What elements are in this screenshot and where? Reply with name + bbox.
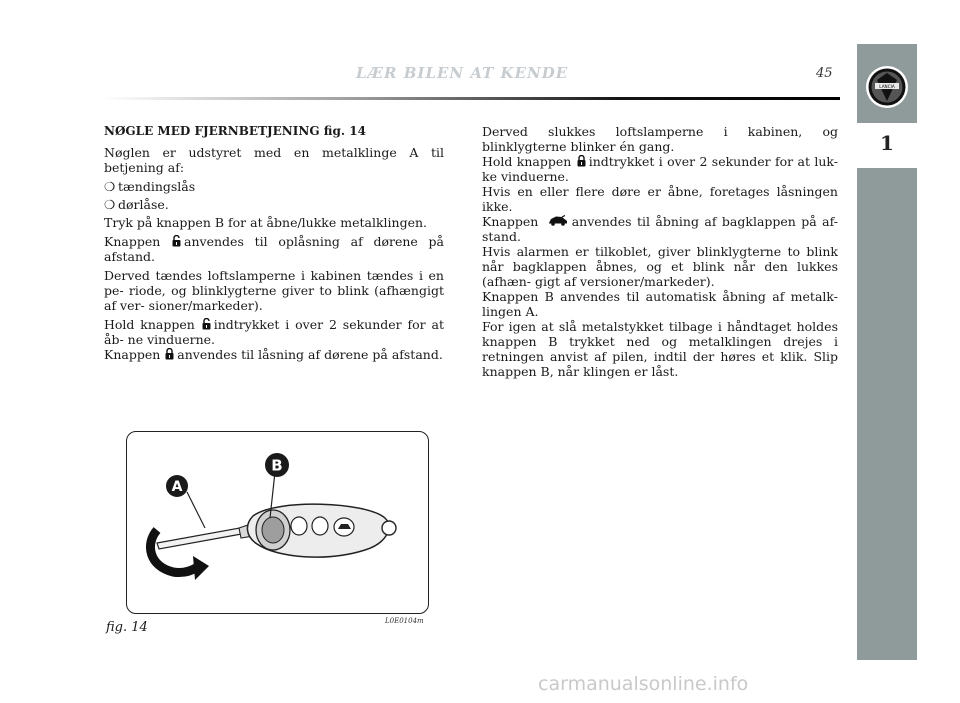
label-a: A xyxy=(171,479,183,495)
watermark: carmanualsonline.info xyxy=(538,673,749,695)
bullet-mark: ❍ xyxy=(104,179,116,194)
unlock-icon xyxy=(202,318,211,330)
figure-caption: fig. 14 xyxy=(106,620,148,635)
paragraph-unlock: Knappen anvendes til oplåsning af dørene på afstand. xyxy=(104,234,444,264)
section-heading: NØGLE MED FJERNBETJENING fig. 14 xyxy=(104,124,366,138)
page-number: 45 xyxy=(816,66,833,81)
figure-frame xyxy=(126,431,429,614)
paragraph-tailgate: Knappen anvendes til åbning af bagklappen på af- stand. xyxy=(482,214,839,244)
paragraph-lights-off: Derved slukkes loftslamperne i kabinen, og blinklygterne blinker én gang. xyxy=(482,124,838,154)
rotation-arrow-head xyxy=(193,556,209,580)
list-item xyxy=(104,197,444,212)
paragraph-open-windows: Hold knappen indtrykket i over 2 sekunder for at åb- ne vinduerne. xyxy=(104,317,444,347)
list-item-text: dørlåse. xyxy=(118,197,169,212)
intro-paragraph: Nøglen er udstyret med en metalklinge A til betjening af: xyxy=(104,145,444,175)
paragraph-lock: Knappen anvendes til låsning af dørene på afstand. xyxy=(104,347,443,362)
lock-icon xyxy=(165,348,174,360)
label-b: B xyxy=(271,456,283,475)
paragraph-button-b: Tryk på knappen B for at åbne/lukke metalklingen. xyxy=(104,215,428,230)
list-item xyxy=(104,179,444,194)
header-rule xyxy=(104,97,840,100)
lancia-logo-icon xyxy=(864,64,910,110)
car-tailgate-icon xyxy=(548,215,568,226)
paragraph-blade-close: For igen at slå metalstykket tilbage i håndtaget holdes knappen B trykket ned og metalklingen drejes i retningen anvist af pilen, indtil der høres et klik. Slip knappen B, når klingen er låst. xyxy=(482,319,838,379)
paragraph-doors-open: Hvis en eller flere døre er åbne, foretages låsningen ikke. xyxy=(482,184,838,214)
paragraph-alarm: Hvis alarmen er tilkoblet, giver blinklygterne to blink når bagklappen åbnes, og et blink når den lukkes (afhæn- gigt af versioner/markeder). xyxy=(482,244,838,289)
lock-icon xyxy=(577,155,586,167)
key-fob-illustration xyxy=(127,432,427,612)
paragraph-blade-open: Knappen B anvendes til automatisk åbning af metalk- lingen A. xyxy=(482,289,838,319)
list-item-text: tændingslås xyxy=(118,179,196,194)
figure-code: L0E0104m xyxy=(385,617,424,625)
right-text-column xyxy=(482,124,838,379)
logo-text: LANCIA xyxy=(879,83,895,89)
running-header-title: LÆR BILEN AT KENDE xyxy=(356,64,569,82)
chapter-number: 1 xyxy=(880,131,894,155)
unlock-icon xyxy=(172,235,181,247)
paragraph-lights: Derved tændes loftslamperne i kabinen tændes i en pe- riode, og blinklygterne giver to blink (afhængigt af ver- sioner/markeder). xyxy=(104,268,444,313)
bullet-mark: ❍ xyxy=(104,197,116,212)
left-text-column xyxy=(104,124,444,366)
paragraph-close-windows: Hold knappen indtrykket i over 2 sekunder for at luk- ke vinduerne. xyxy=(482,154,838,184)
